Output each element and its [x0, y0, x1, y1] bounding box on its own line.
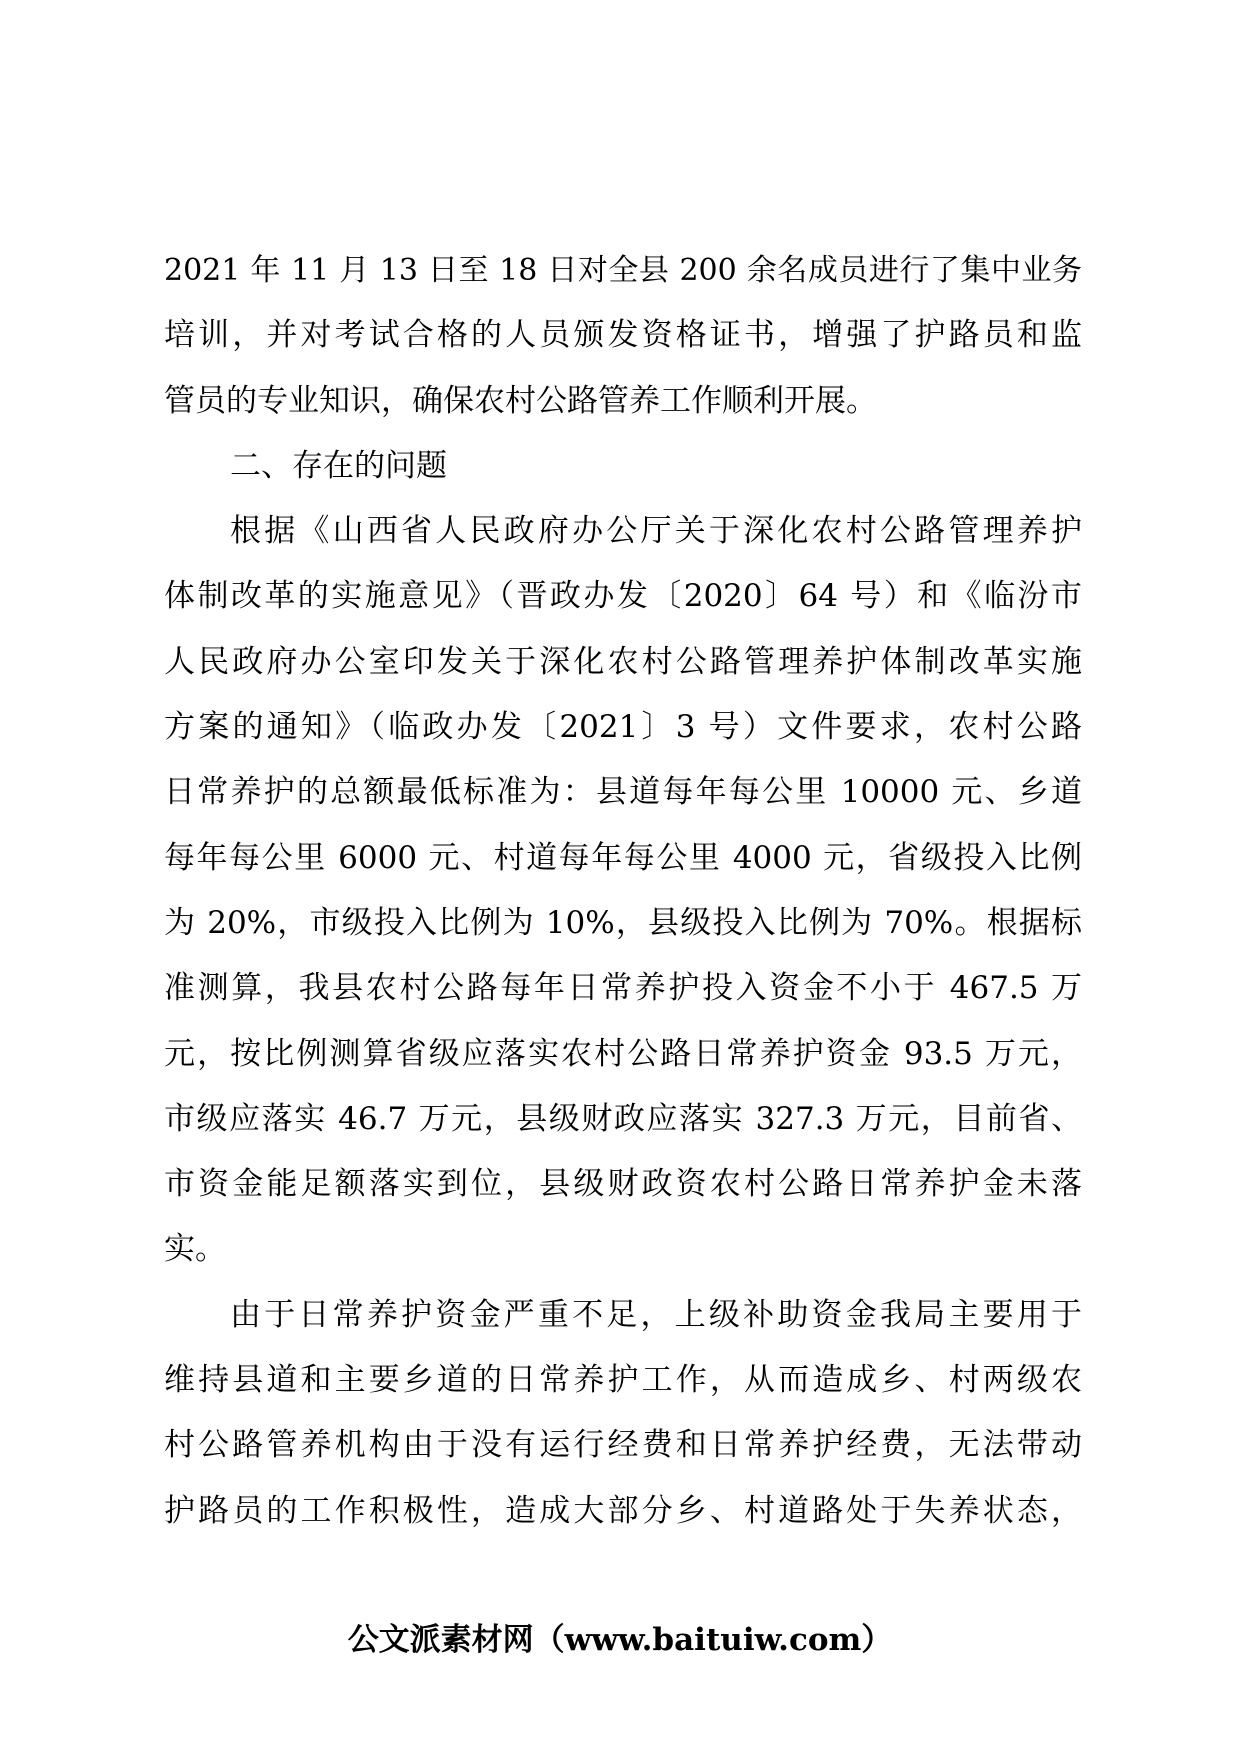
- footer-watermark: 公文派素材网（www.baituiw.com）: [347, 1622, 893, 1658]
- text-line: 市资金能足额落实到位，县级财政资农村公路日常养护金未落: [164, 1166, 1082, 1203]
- text-line: 日常养护的总额最低标准为：县道每年每公里 10000 元、乡道: [164, 774, 1082, 811]
- body-text: [164, 238, 1082, 1544]
- text-line: 每年每公里 6000 元、村道每年每公里 4000 元，省级投入比例: [164, 839, 1082, 876]
- text-line: 人民政府办公室印发关于深化农村公路管理养护体制改革实施: [164, 643, 1082, 680]
- text-line: 2021 年 11 月 13 日至 18 日对全县 200 余名成员进行了集中业务: [164, 253, 1082, 288]
- text-line: 为 20%，市级投入比例为 10%，县级投入比例为 70%。根据标: [164, 904, 1082, 941]
- text-line: 培训，并对考试合格的人员颁发资格证书，增强了护路员和监: [164, 317, 1082, 354]
- text-line: 元，按比例测算省级应落实农村公路日常养护资金 93.5 万元，: [164, 1035, 1082, 1072]
- section-heading: 二、存在的问题: [230, 447, 447, 484]
- text-line: 由于日常养护资金严重不足，上级补助资金我局主要用于: [230, 1296, 1082, 1333]
- text-line: 市级应落实 46.7 万元，县级财政应落实 327.3 万元，目前省、: [164, 1100, 1082, 1137]
- text-line: 实。: [164, 1231, 226, 1268]
- text-line: 维持县道和主要乡道的日常养护工作，从而造成乡、村两级农: [164, 1362, 1082, 1399]
- text-line: 村公路管养机构由于没有运行经费和日常养护经费，无法带动: [164, 1427, 1082, 1464]
- text-line: 准测算，我县农村公路每年日常养护投入资金不小于 467.5 万: [164, 970, 1082, 1007]
- text-line: 方案的通知》（临政办发〔2021〕3 号）文件要求，农村公路: [164, 709, 1082, 746]
- text-line: 体制改革的实施意见》（晋政办发〔2020〕64 号）和《临汾市: [164, 578, 1082, 615]
- text-line: 护路员的工作积极性，造成大部分乡、村道路处于失养状态，: [164, 1492, 1082, 1529]
- text-line: 根据《山西省人民政府办公厅关于深化农村公路管理养护: [230, 513, 1082, 550]
- text-line: 管员的专业知识，确保农村公路管养工作顺利开展。: [164, 382, 877, 419]
